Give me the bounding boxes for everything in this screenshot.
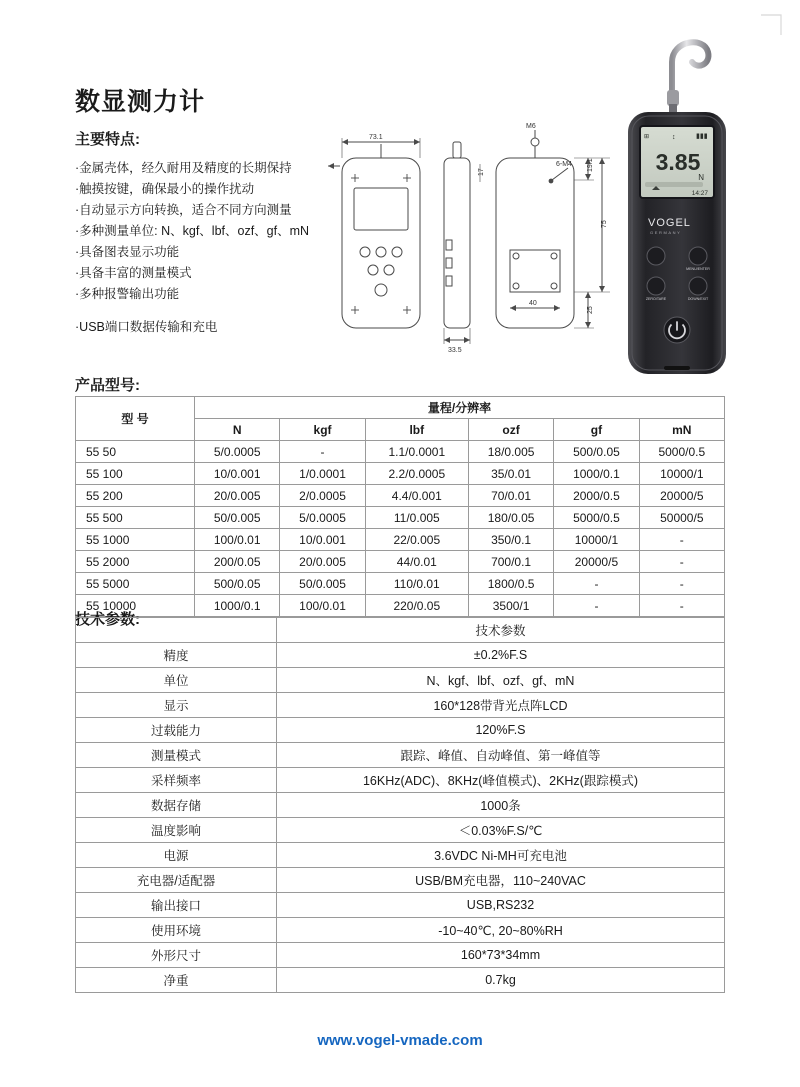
table-row <box>76 743 725 768</box>
specs-heading: 技术参数: <box>75 611 140 628</box>
cell-mn: - <box>639 551 724 573</box>
cell-mn: - <box>639 529 724 551</box>
table-row <box>76 573 725 595</box>
cell-n: 500/0.05 <box>195 573 280 595</box>
cell-kgf: - <box>280 441 365 463</box>
feature-item: ·多种测量单位: N、kgf、lbf、ozf、gf、mN <box>75 224 310 238</box>
spec-value: 160*128带背光点阵LCD <box>277 693 725 718</box>
dim-holes-label: 6-M4 <box>556 161 572 168</box>
cell-kgf: 5/0.0005 <box>280 507 365 529</box>
table-row <box>76 529 725 551</box>
spec-value: 120%F.S <box>277 718 725 743</box>
cell-kgf: 20/0.005 <box>280 551 365 573</box>
cell-lbf: 1.1/0.0001 <box>365 441 468 463</box>
cell-gf: 5000/0.5 <box>554 507 639 529</box>
spec-label: 温度影响 <box>76 818 277 843</box>
spec-value: USB/BM充电器，110~240VAC <box>277 868 725 893</box>
btn-zero-label: ZERO/TARE <box>645 297 667 301</box>
dim-depth-label: 33.5 <box>448 347 462 354</box>
cell-kgf: 50/0.005 <box>280 573 365 595</box>
features-heading: 主要特点: <box>75 131 140 148</box>
lcd-direction-icon: ↕ <box>672 134 676 141</box>
col-mn: mN <box>639 419 724 441</box>
spec-value: 1000条 <box>277 793 725 818</box>
dim-75-label: 75 <box>601 220 608 228</box>
table-row <box>76 868 725 893</box>
spec-value: 跟踪、峰值、自动峰值、第一峰值等 <box>277 743 725 768</box>
model-id: 55 500 <box>76 507 195 529</box>
spec-value: -10~40℃, 20~80%RH <box>277 918 725 943</box>
spec-label: 测量模式 <box>76 743 277 768</box>
corner-mark-icon <box>760 14 782 36</box>
cell-kgf: 2/0.0005 <box>280 485 365 507</box>
spec-label: 输出接口 <box>76 893 277 918</box>
col-ozf: ozf <box>468 419 553 441</box>
spec-label: 净重 <box>76 968 277 993</box>
cell-mn: 50000/5 <box>639 507 724 529</box>
col-kgf: kgf <box>280 419 365 441</box>
spec-label: 电源 <box>76 843 277 868</box>
spec-label: 使用环境 <box>76 918 277 943</box>
col-n: N <box>195 419 280 441</box>
model-id: 55 2000 <box>76 551 195 573</box>
table-row <box>76 893 725 918</box>
cell-n: 1000/0.1 <box>195 595 280 617</box>
lcd-mode-icon: ⊞ <box>644 134 650 140</box>
dim-191-label: 19.1 <box>587 158 594 172</box>
cell-kgf: 10/0.001 <box>280 529 365 551</box>
table-row <box>76 768 725 793</box>
btn-down-label: DOWN/EXIT <box>687 297 709 301</box>
feature-item: ·自动显示方向转换，适合不同方向测量 <box>75 203 292 217</box>
spec-value: 160*73*34mm <box>277 943 725 968</box>
specs-header-label: 技术参数 <box>277 618 725 643</box>
cell-gf: 10000/1 <box>554 529 639 551</box>
spec-value: N、kgf、lbf、ozf、gf、mN <box>277 668 725 693</box>
specs-header-row <box>76 618 725 643</box>
table-row <box>76 918 725 943</box>
cell-mn: - <box>639 573 724 595</box>
btn-menu-label: MENU/ENTER <box>686 267 710 271</box>
spec-label: 外形尺寸 <box>76 943 277 968</box>
spec-label: 过载能力 <box>76 718 277 743</box>
spec-label: 充电器/适配器 <box>76 868 277 893</box>
cell-mn: 5000/0.5 <box>639 441 724 463</box>
table-row <box>76 643 725 668</box>
col-gf: gf <box>554 419 639 441</box>
brand-label: VOGEL <box>648 217 691 229</box>
feature-item-usb: ·USB端口数据传输和充电 <box>75 320 218 334</box>
table-row <box>76 793 725 818</box>
model-id: 55 1000 <box>76 529 195 551</box>
spec-label: 显示 <box>76 693 277 718</box>
page-title: 数显测力计 <box>75 88 206 116</box>
model-id: 55 50 <box>76 441 195 463</box>
cell-lbf: 110/0.01 <box>365 573 468 595</box>
features-block <box>75 128 345 338</box>
cell-ozf: 1800/0.5 <box>468 573 553 595</box>
table-header-row <box>76 397 725 419</box>
cell-ozf: 180/0.05 <box>468 507 553 529</box>
spec-value: ＜0.03%F.S/℃ <box>277 818 725 843</box>
model-id: 55 200 <box>76 485 195 507</box>
features-list <box>75 158 345 338</box>
footer-url[interactable]: www.vogel-vmade.com <box>317 1032 483 1049</box>
table-row <box>76 595 725 617</box>
spec-value: 3.6VDC Ni-MH可充电池 <box>277 843 725 868</box>
cell-lbf: 4.4/0.001 <box>365 485 468 507</box>
table-row <box>76 551 725 573</box>
cell-gf: - <box>554 595 639 617</box>
spec-label: 采样频率 <box>76 768 277 793</box>
feature-item: ·多种报警输出功能 <box>75 287 180 301</box>
models-heading: 产品型号: <box>75 377 140 394</box>
dim-40-label: 40 <box>529 300 537 307</box>
cell-lbf: 220/0.05 <box>365 595 468 617</box>
table-row <box>76 818 725 843</box>
spec-value: 0.7kg <box>277 968 725 993</box>
model-id: 55 10000 <box>76 595 195 617</box>
cell-ozf: 35/0.01 <box>468 463 553 485</box>
cell-gf: 2000/0.5 <box>554 485 639 507</box>
spec-value: USB,RS232 <box>277 893 725 918</box>
table-row <box>76 693 725 718</box>
cell-n: 5/0.0005 <box>195 441 280 463</box>
table-row <box>76 843 725 868</box>
spec-value: ±0.2%F.S <box>277 643 725 668</box>
feature-item: ·具备图表显示功能 <box>75 245 180 259</box>
cell-gf: 500/0.05 <box>554 441 639 463</box>
cell-ozf: 18/0.005 <box>468 441 553 463</box>
cell-n: 200/0.05 <box>195 551 280 573</box>
cell-gf: 1000/0.1 <box>554 463 639 485</box>
cell-lbf: 44/0.01 <box>365 551 468 573</box>
cell-n: 10/0.001 <box>195 463 280 485</box>
spec-label: 数据存储 <box>76 793 277 818</box>
cell-lbf: 11/0.005 <box>365 507 468 529</box>
dim-width-label: 73.1 <box>369 134 383 141</box>
table-row <box>76 718 725 743</box>
table-row <box>76 463 725 485</box>
dim-m6-label: M6 <box>526 123 536 130</box>
specs-header-blank <box>76 618 277 643</box>
technical-drawings <box>320 120 620 360</box>
table-row <box>76 668 725 693</box>
cell-mn: 10000/1 <box>639 463 724 485</box>
battery-icon: ▮▮▮ <box>696 133 708 140</box>
cell-ozf: 3500/1 <box>468 595 553 617</box>
cell-gf: 20000/5 <box>554 551 639 573</box>
cell-mn: 20000/5 <box>639 485 724 507</box>
cell-mn: - <box>639 595 724 617</box>
feature-item: ·触摸按键，确保最小的操作扰动 <box>75 182 255 196</box>
spec-label: 精度 <box>76 643 277 668</box>
spec-value: 16KHz(ADC)、8KHz(峰值模式)、2KHz(跟踪模式) <box>277 768 725 793</box>
lcd-time: 14:27 <box>691 190 708 197</box>
table-row <box>76 485 725 507</box>
cell-lbf: 22/0.005 <box>365 529 468 551</box>
models-table <box>75 396 725 617</box>
table-row <box>76 968 725 993</box>
col-group-range: 量程/分辨率 <box>195 397 725 419</box>
table-row <box>76 507 725 529</box>
cell-n: 20/0.005 <box>195 485 280 507</box>
table-row <box>76 441 725 463</box>
feature-item: ·金属壳体，经久耐用及精度的长期保持 <box>75 161 292 175</box>
lcd-unit: N <box>698 173 704 182</box>
cell-ozf: 700/0.1 <box>468 551 553 573</box>
lcd-reading: 3.85 <box>655 149 701 175</box>
cell-ozf: 350/0.1 <box>468 529 553 551</box>
model-id: 55 5000 <box>76 573 195 595</box>
specs-table <box>75 617 725 993</box>
dim-25-label: 25 <box>587 306 594 314</box>
model-id: 55 100 <box>76 463 195 485</box>
cell-lbf: 2.2/0.0005 <box>365 463 468 485</box>
spec-label: 单位 <box>76 668 277 693</box>
cell-kgf: 1/0.0001 <box>280 463 365 485</box>
cell-n: 50/0.005 <box>195 507 280 529</box>
brand-sub-label: GERMANY <box>650 230 682 235</box>
col-model: 型 号 <box>76 397 195 441</box>
cell-kgf: 100/0.01 <box>280 595 365 617</box>
cell-ozf: 70/0.01 <box>468 485 553 507</box>
cell-n: 100/0.01 <box>195 529 280 551</box>
cell-gf: - <box>554 573 639 595</box>
table-row <box>76 943 725 968</box>
device-photo <box>612 18 742 388</box>
dim-17-label: 17 <box>478 168 485 176</box>
col-lbf: lbf <box>365 419 468 441</box>
feature-item: ·具备丰富的测量模式 <box>75 266 192 280</box>
